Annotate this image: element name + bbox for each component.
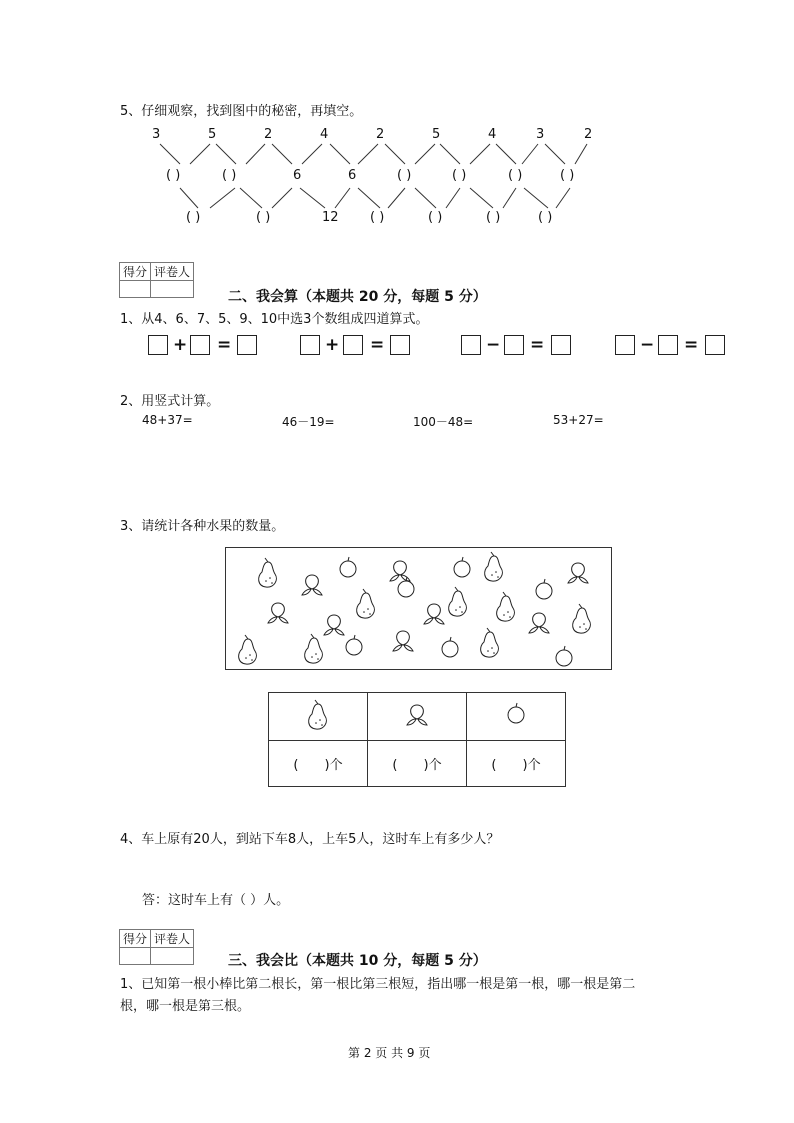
q4-text: 4、车上原有20人，到站下车8人，上车5人，这时车上有多少人？ (120, 832, 500, 847)
operator: − (486, 335, 501, 355)
row2-blank: ( ) (397, 168, 412, 183)
answer-box[interactable] (237, 335, 257, 355)
vertical-calc-problem: 53+27= (553, 413, 604, 427)
operator: + (173, 335, 188, 355)
fruit-picture (225, 547, 612, 670)
row1-num: 4 (488, 127, 497, 142)
score-label: 得分 (120, 263, 151, 281)
q3-text: 3、请统计各种水果的数量。 (120, 519, 285, 534)
row3-blank: ( ) (538, 210, 553, 225)
answer-box[interactable] (148, 335, 168, 355)
page-footer: 第 2 页 共 9 页 (348, 1046, 431, 1060)
operator: − (640, 335, 655, 355)
q1-text: 1、从4、6、7、5、9、10中选3个数组成四道算式。 (120, 312, 429, 327)
answer-box[interactable] (390, 335, 410, 355)
row1-num: 3 (536, 127, 545, 142)
grader-label: 评卷人 (151, 930, 194, 948)
answer-box[interactable] (705, 335, 725, 355)
grader-cell[interactable] (151, 281, 194, 298)
row2-num: 6 (293, 168, 302, 183)
section-heading: 三、我会比（本题共 10 分，每题 5 分） (228, 953, 487, 969)
row2-blank: ( ) (166, 168, 181, 183)
operator: = (684, 335, 699, 355)
q1-text-line1: 1、已知第一根小棒比第二根长，第一根比第三根短，指出哪一根是第一根，哪一根是第二 (120, 977, 636, 992)
operator: = (370, 335, 385, 355)
row1-num: 3 (152, 127, 161, 142)
q2-text: 2、用竖式计算。 (120, 394, 220, 409)
score-box (119, 262, 194, 298)
row1-num: 2 (376, 127, 385, 142)
section-heading: 二、我会算（本题共 20 分，每题 5 分） (228, 289, 487, 305)
operator: = (530, 335, 545, 355)
operator: = (217, 335, 232, 355)
vertical-calc-problem: 48+37= (142, 413, 193, 427)
row2-blank: ( ) (560, 168, 575, 183)
answer-box[interactable] (343, 335, 363, 355)
answer-box[interactable] (658, 335, 678, 355)
row3-num: 12 (322, 210, 339, 225)
row3-blank: ( ) (428, 210, 443, 225)
fruit-drawing (226, 548, 613, 671)
row3-blank: ( ) (186, 210, 201, 225)
grader-cell[interactable] (151, 948, 194, 965)
row1-num: 4 (320, 127, 329, 142)
row2-blank: ( ) (222, 168, 237, 183)
operator: + (325, 335, 340, 355)
q4-answer-line: 答：这时车上有（ ）人。 (142, 893, 290, 908)
fruit-tally-table (268, 692, 566, 787)
row1-num: 5 (432, 127, 441, 142)
row1-num: 2 (584, 127, 593, 142)
row1-num: 2 (264, 127, 273, 142)
score-box (119, 929, 194, 965)
answer-box[interactable] (300, 335, 320, 355)
row2-num: 6 (348, 168, 357, 183)
answer-box[interactable] (551, 335, 571, 355)
row2-blank: ( ) (452, 168, 467, 183)
vertical-calc-problem: 46－19= (282, 415, 335, 429)
apple-icon (467, 693, 566, 741)
grader-label: 评卷人 (151, 263, 194, 281)
peach-icon (368, 693, 467, 741)
score-cell[interactable] (120, 948, 151, 965)
pear-icon (269, 693, 368, 741)
answer-box[interactable] (190, 335, 210, 355)
answer-box[interactable] (461, 335, 481, 355)
pear-count[interactable]: ( )个 (269, 741, 368, 787)
row3-blank: ( ) (256, 210, 271, 225)
answer-box[interactable] (615, 335, 635, 355)
answer-box[interactable] (504, 335, 524, 355)
row2-blank: ( ) (508, 168, 523, 183)
q5-title: 5、仔细观察，找到图中的秘密，再填空。 (120, 104, 363, 119)
vertical-calc-problem: 100－48= (413, 415, 474, 429)
q1-text-line2: 根，哪一根是第三根。 (120, 999, 251, 1014)
row3-blank: ( ) (486, 210, 501, 225)
row1-num: 5 (208, 127, 217, 142)
row3-blank: ( ) (370, 210, 385, 225)
peach-count[interactable]: ( )个 (368, 741, 467, 787)
apple-count[interactable]: ( )个 (467, 741, 566, 787)
score-label: 得分 (120, 930, 151, 948)
pattern-lines (0, 0, 794, 260)
score-cell[interactable] (120, 281, 151, 298)
